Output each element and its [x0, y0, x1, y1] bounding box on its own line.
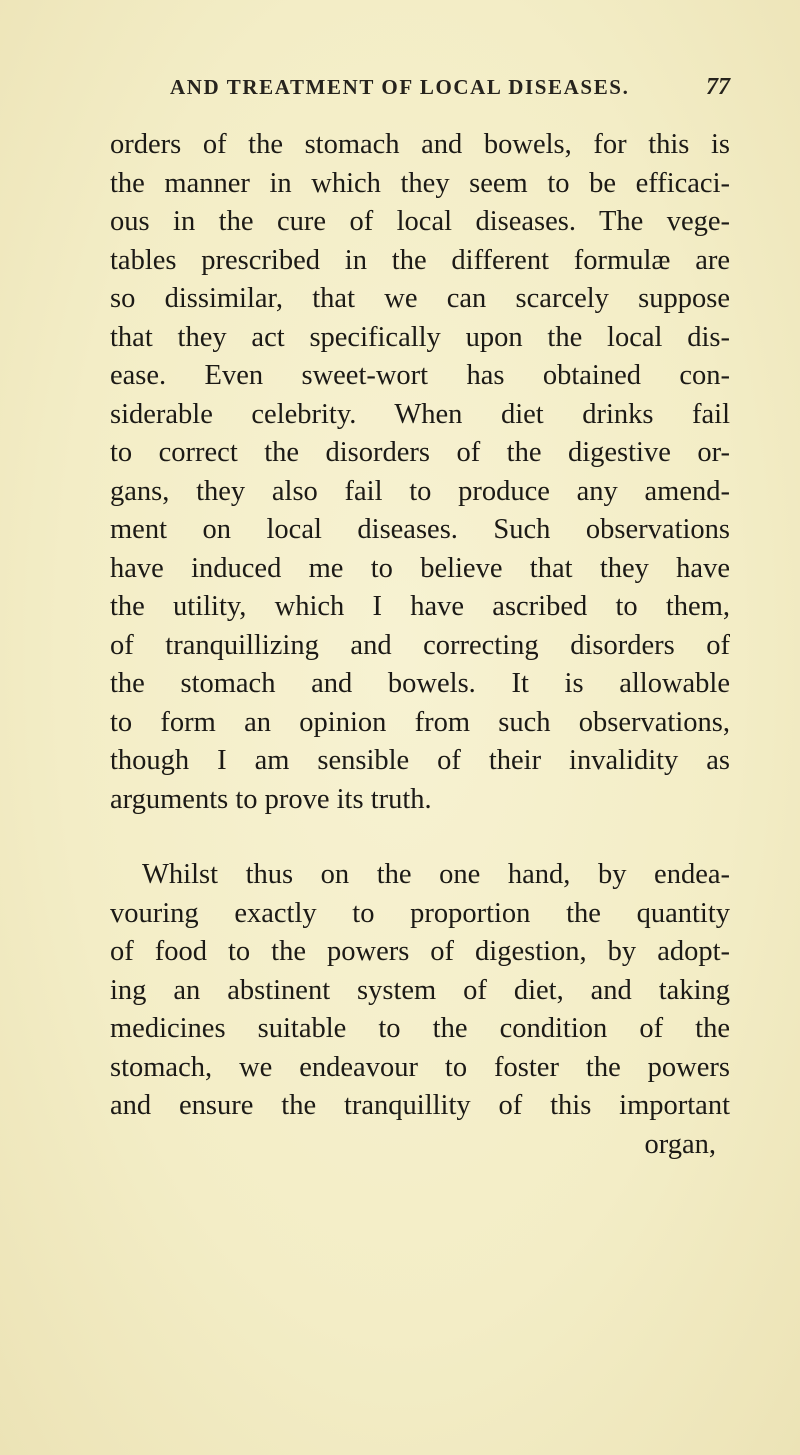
- text-line: though I am sensible of their invalidity as: [110, 745, 730, 776]
- text-line: the manner in which they seem to be efficaci-: [110, 167, 730, 199]
- body-text: [110, 126, 730, 1164]
- text-line: ing an abstinent system of diet, and taking: [110, 974, 730, 1006]
- text-line: to form an opinion from such observations,: [110, 706, 730, 738]
- text-line: stomach, we endeavour to foster the powers: [110, 1051, 730, 1083]
- text-line: arguments to prove its truth.: [110, 783, 432, 815]
- text-line: ous in the cure of local diseases. The vege-: [110, 206, 730, 237]
- text-line: tables prescribed in the different formulæ are: [110, 244, 730, 276]
- text-line: the utility, which I have ascribed to them,: [110, 591, 730, 622]
- running-title: AND TREATMENT OF LOCAL DISEASES.: [170, 75, 630, 99]
- paragraph-spacer: [110, 819, 730, 856]
- text-line: medicines suitable to the condition of the: [110, 1013, 730, 1044]
- page-number: 77: [706, 74, 730, 100]
- text-line: ment on local diseases. Such observations: [110, 514, 730, 545]
- text-line: have induced me to believe that they have: [110, 552, 730, 584]
- text-line: of food to the powers of digestion, by adopt-: [110, 936, 730, 967]
- text-line: orders of the stomach and bowels, for this is: [110, 129, 730, 160]
- text-line: gans, they also fail to produce any amend-: [110, 475, 730, 507]
- text-line: ease. Even sweet-wort has obtained con-: [110, 360, 730, 391]
- text-line: vouring exactly to proportion the quantity: [110, 897, 730, 929]
- text-line: so dissimilar, that we can scarcely suppose: [110, 283, 730, 314]
- text-line: siderable celebrity. When diet drinks fail: [110, 398, 730, 430]
- text-line: and ensure the tranquillity of this important: [110, 1090, 730, 1121]
- text-line: the stomach and bowels. It is allowable: [110, 668, 730, 699]
- text-line: to correct the disorders of the digestive or-: [110, 437, 730, 468]
- text-line: of tranquillizing and correcting disorders of: [110, 629, 730, 661]
- catchword: organ,: [644, 1128, 716, 1160]
- paragraph-2: [110, 856, 730, 1126]
- running-head: [170, 74, 730, 101]
- paragraph-1: [110, 126, 730, 819]
- text-line: Whilst thus on the one hand, by endea-: [142, 859, 730, 890]
- text-line: that they act specifically upon the local dis-: [110, 321, 730, 353]
